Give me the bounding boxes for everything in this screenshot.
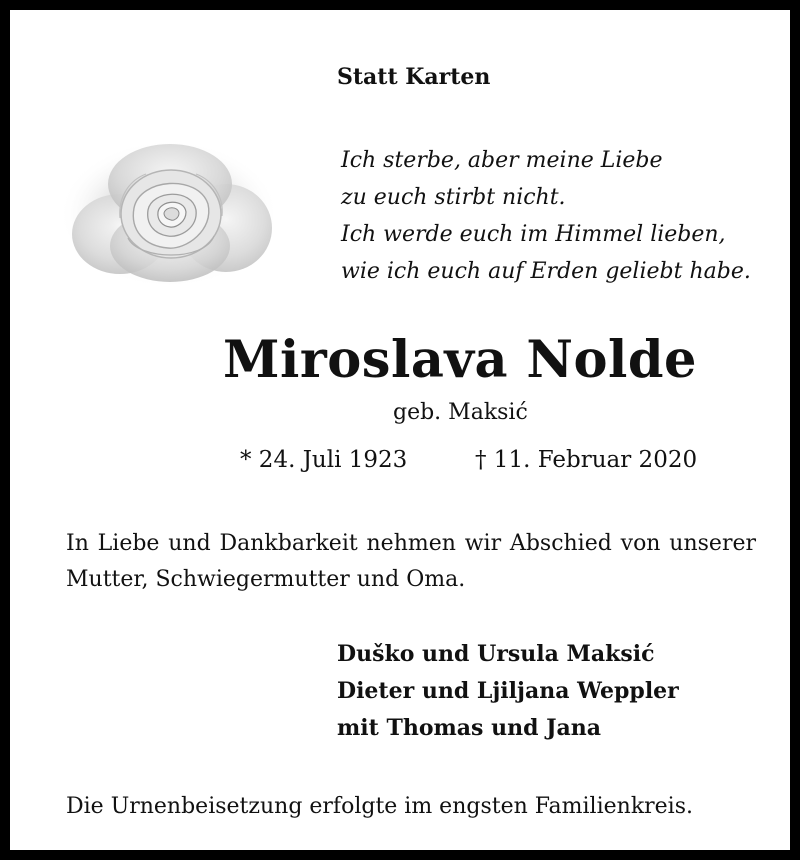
header-statt-karten: Statt Karten [337, 64, 491, 90]
poem-line: wie ich euch auf Erden geliebt habe. [341, 259, 751, 284]
poem-line: Ich sterbe, aber meine Liebe [341, 148, 663, 173]
mourner-line: Dieter und Ljiljana Weppler [337, 678, 679, 704]
mourners-list [337, 636, 679, 747]
birth-date: * 24. Juli 1923 [240, 447, 408, 473]
mourner-line: mit Thomas und Jana [337, 715, 602, 741]
poem [341, 142, 751, 290]
death-date: † 11. Februar 2020 [475, 447, 698, 473]
farewell-message: In Liebe und Dankbarkeit nehmen wir Abschied von unserer Mutter, Schwiegermutter und Oma. [66, 531, 756, 592]
poem-line: zu euch stirbt nicht. [341, 185, 566, 210]
burial-note: Die Urnenbeisetzung erfolgte im engsten Familienkreis. [66, 794, 693, 819]
deceased-name: Miroslava Nolde [223, 330, 697, 390]
poem-line: Ich werde euch im Himmel lieben, [341, 222, 726, 247]
mourner-line: Duško und Ursula Maksić [337, 641, 655, 667]
rose-icon [58, 138, 280, 288]
maiden-name: geb. Maksić [393, 400, 528, 425]
